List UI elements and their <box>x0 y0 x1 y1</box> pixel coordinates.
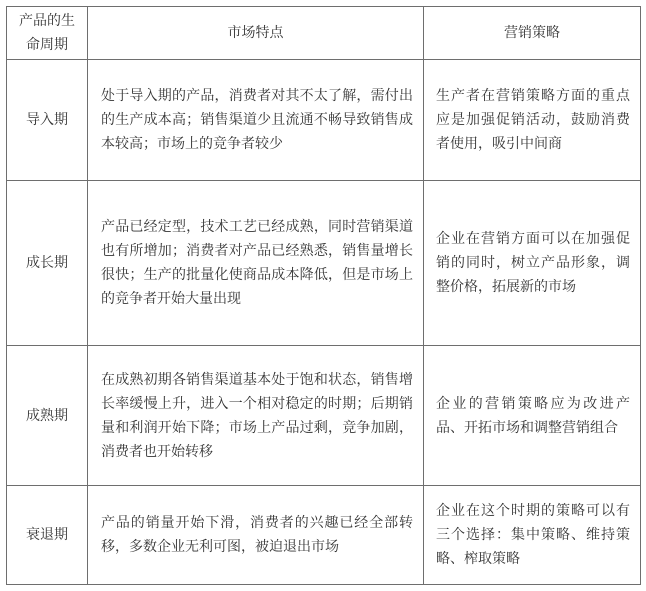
table-header-row <box>7 7 641 60</box>
table-row <box>7 346 641 486</box>
features-cell: 处于导入期的产品，消费者对其不太了解，需付出的生产成本高；销售渠道少且流通不畅导致销售成本较高；市场上的竞争者较少 <box>88 60 424 181</box>
features-cell: 产品的销量开始下滑，消费者的兴趣已经全部转移，多数企业无利可图，被迫退出市场 <box>88 486 424 585</box>
strategy-cell: 企业在营销方面可以在加强促销的同时，树立产品形象，调整价格，拓展新的市场 <box>424 181 641 346</box>
stage-cell: 成熟期 <box>7 346 88 486</box>
header-strategy: 营销策略 <box>424 7 641 60</box>
features-cell: 产品已经定型，技术工艺已经成熟，同时营销渠道也有所增加；消费者对产品已经熟悉，销售量增长很快；生产的批量化使商品成本降低，但是市场上的竞争者开始大量出现 <box>88 181 424 346</box>
features-cell: 在成熟初期各销售渠道基本处于饱和状态，销售增长率缓慢上升，进入一个相对稳定的时期；后期销量和利润开始下降；市场上产品过剩，竞争加剧，消费者也开始转移 <box>88 346 424 486</box>
stage-cell: 导入期 <box>7 60 88 181</box>
strategy-cell: 企业在这个时期的策略可以有三个选择：集中策略、维持策略、榨取策略 <box>424 486 641 585</box>
stage-cell: 成长期 <box>7 181 88 346</box>
stage-cell: 衰退期 <box>7 486 88 585</box>
header-stage: 产品的生命周期 <box>7 7 88 60</box>
table-row <box>7 60 641 181</box>
strategy-cell: 生产者在营销策略方面的重点应是加强促销活动，鼓励消费者使用，吸引中间商 <box>424 60 641 181</box>
strategy-cell: 企业的营销策略应为改进产品、开拓市场和调整营销组合 <box>424 346 641 486</box>
table-row <box>7 486 641 585</box>
product-lifecycle-table <box>6 6 641 585</box>
header-features: 市场特点 <box>88 7 424 60</box>
table-row <box>7 181 641 346</box>
